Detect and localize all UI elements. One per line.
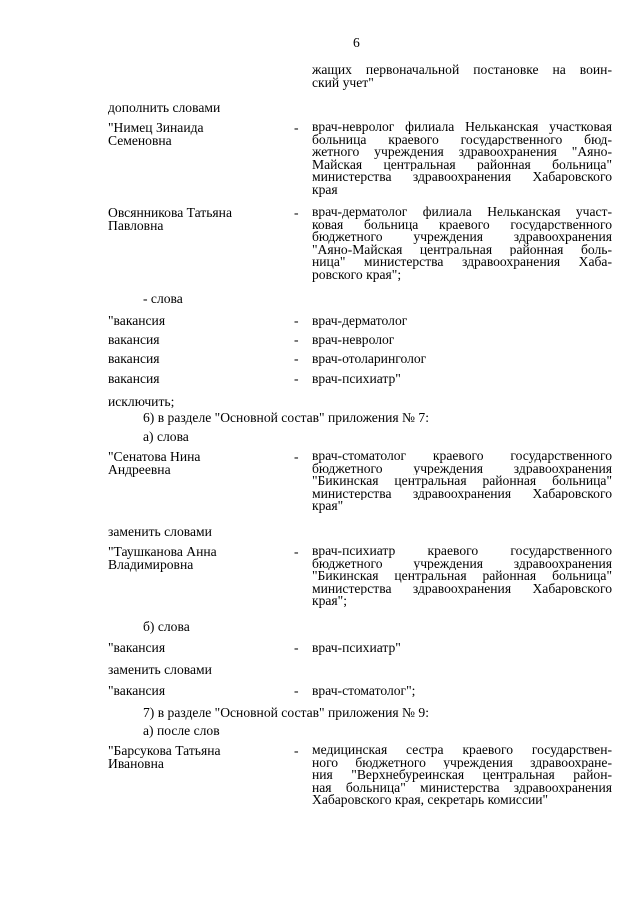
phrase-zamenit-2: заменить словами xyxy=(108,662,212,677)
entry-dash: - xyxy=(294,120,299,135)
vacancy-desc: врач-отоларинголог xyxy=(312,351,427,366)
vacancy-desc: врач-невролог xyxy=(312,332,395,347)
entry-dash: - xyxy=(294,313,299,328)
text-line: министерства здравоохранения Хабаровского xyxy=(312,582,612,596)
text-line: ния "Верхнебуреинская центральная район- xyxy=(312,769,612,782)
text-line: бюджетного учреждения здравоохранения xyxy=(312,557,612,571)
vacancy-name: "вакансия xyxy=(108,683,166,698)
entry-dash: - xyxy=(294,640,299,655)
text-line: Семеновна xyxy=(108,133,172,148)
entry-dash: - xyxy=(294,351,299,366)
text-line: врач-невролог филиала Нельканская участковая xyxy=(312,121,612,134)
text-line: бюджетного учреждения здравоохранения xyxy=(312,231,612,244)
vacancy-name: вакансия xyxy=(108,332,160,347)
text-line: врач-психиатр краевого государственного xyxy=(312,545,612,558)
text-line: ровского края"; xyxy=(312,266,402,282)
entry-desc-taushkanova xyxy=(312,545,612,608)
text-line: "Таушканова Анна xyxy=(108,544,217,559)
phrase-zamenit-1: заменить словами xyxy=(108,524,212,539)
vacancy-desc: врач-стоматолог"; xyxy=(312,683,416,698)
text-line: края" xyxy=(312,498,344,514)
text-line: жащих первоначальной постановке на воин- xyxy=(312,64,612,77)
text-line: "Сенатова Нина xyxy=(108,449,201,464)
phrase-dopolnit: дополнить словами xyxy=(108,100,221,115)
text-line: Андреевна xyxy=(108,462,171,477)
vacancy-desc: врач-психиатр" xyxy=(312,371,401,386)
item-6b: б) слова xyxy=(143,619,190,634)
text-line: ский учет" xyxy=(312,74,374,90)
text-line: медицинская сестра краевого государствен- xyxy=(312,744,612,757)
text-line: края"; xyxy=(312,593,348,609)
item-7a: а) после слов xyxy=(143,723,220,738)
text-line: Овсянникова Татьяна xyxy=(108,205,232,220)
text-line: "Нимец Зинаида xyxy=(108,120,204,135)
vacancy-name: "вакансия xyxy=(108,640,166,655)
vacancy-name: вакансия xyxy=(108,371,160,386)
text-line: ная больница" министерства здравоохранения xyxy=(312,781,612,795)
text-line: врач-дерматолог филиала Нельканская участ- xyxy=(312,206,612,219)
entry-dash: - xyxy=(294,371,299,386)
vacancy-name: вакансия xyxy=(108,351,160,366)
entry-dash: - xyxy=(294,743,299,758)
text-line: "Барсукова Татьяна xyxy=(108,743,221,758)
vacancy-desc: врач-психиатр" xyxy=(312,640,401,655)
text-line: ного бюджетного учреждения здравоохране- xyxy=(312,756,612,770)
page-number: 6 xyxy=(353,35,360,50)
text-line: "Аяно-Майская центральная районная боль- xyxy=(312,243,612,257)
text-line: жетного учреждения здравоохранения "Аяно- xyxy=(312,146,612,159)
phrase-slova: - слова xyxy=(143,291,183,306)
text-line: ница" министерства здравоохранения Хаба- xyxy=(312,256,612,269)
text-line: министерства здравоохранения Хабаровского xyxy=(312,487,612,501)
entry-dash: - xyxy=(294,332,299,347)
text-line: края xyxy=(312,181,338,197)
text-line: Ивановна xyxy=(108,756,164,771)
text-line: министерства здравоохранения Хабаровского xyxy=(312,171,612,184)
entry-dash: - xyxy=(294,205,299,220)
entry-dash: - xyxy=(294,683,299,698)
entry-dash: - xyxy=(294,449,299,464)
text-line: Павловна xyxy=(108,218,164,233)
entry-desc-ovsyannikova xyxy=(312,206,612,282)
entry-name-nimets xyxy=(108,121,288,147)
entry-desc-nimets xyxy=(312,121,612,197)
text-line: бюджетного учреждения здравоохранения xyxy=(312,462,612,476)
text-line: "Бикинская центральная районная больница" xyxy=(312,570,612,583)
text-line: больница краевого государственного бюд- xyxy=(312,133,612,147)
entry-name-taushkanova xyxy=(108,545,288,571)
item-6-heading: 6) в разделе "Основной состав" приложения № 7: xyxy=(143,410,429,425)
text-line: ковая больница краевого государственного xyxy=(312,218,612,232)
item-6a: а) слова xyxy=(143,429,189,444)
top-continuation xyxy=(312,64,612,89)
vacancy-name: "вакансия xyxy=(108,313,166,328)
item-7-heading: 7) в разделе "Основной состав" приложения № 9: xyxy=(143,705,429,720)
phrase-isklyuchit: исключить; xyxy=(108,394,175,409)
text-line: Хабаровского края, секретарь комиссии" xyxy=(312,792,549,808)
entry-dash: - xyxy=(294,544,299,559)
text-line: "Бикинская центральная районная больница" xyxy=(312,475,612,488)
entry-desc-senatova xyxy=(312,450,612,513)
entry-desc-barsukova xyxy=(312,744,612,807)
entry-name-ovsyannikova xyxy=(108,206,288,232)
text-line: врач-стоматолог краевого государственного xyxy=(312,450,612,463)
entry-name-barsukova xyxy=(108,744,288,770)
text-line: Майская центральная районная больница" xyxy=(312,158,612,172)
vacancy-desc: врач-дерматолог xyxy=(312,313,408,328)
entry-name-senatova xyxy=(108,450,288,476)
text-line: Владимировна xyxy=(108,557,194,572)
